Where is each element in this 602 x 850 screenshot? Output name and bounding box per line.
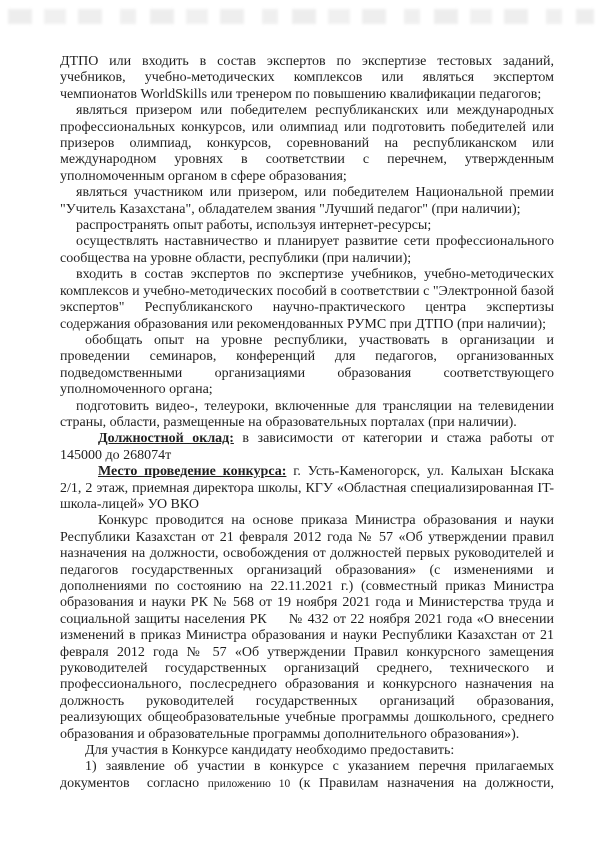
text-run: приложению 10	[207, 777, 291, 790]
heading-run: Должностной оклад:	[98, 431, 234, 447]
paragraph	[60, 218, 554, 234]
document-body	[60, 54, 554, 792]
text-run: Для участия в Конкурсе кандидату необходимо предоставить:	[85, 743, 455, 759]
paragraph	[60, 333, 554, 399]
text-run: входить в состав экспертов по экспертизе учебников, учебно-методических комплексов и учебно-методических пособий в соответствии с "Электронной базой экспертов" Республиканского научно-практического центра экспертизы содержания образования или рекомендованных РУМС при ДТПО (при наличии);	[60, 267, 554, 332]
text-run: обобщать опыт на уровне республики, участвовать в организации и проведении семинаров, конференций для педагогов, организованных подведомственными организациями образования соответствующего уполномоченного органа;	[60, 332, 554, 398]
text-run: распространять опыт работы, используя интернет-ресурсы;	[76, 218, 432, 234]
text-run: являться призером или победителем республиканских или международных профессиональных конкурсов, или олимпиад или подготовить победителей или призеров олимпиад, конкурсов, соревнований на республиканском или международном уровнях в соответствии с перечнем, утвержденным уполномоченным органом в сфере образования;	[60, 103, 554, 184]
heading-run: Место проведение конкурса:	[98, 464, 287, 480]
paragraph	[60, 513, 554, 743]
paragraph	[60, 234, 554, 267]
text-run: в зависимости от категории и стажа работы от 145000 до 268074т	[60, 431, 554, 463]
paragraph	[60, 743, 554, 759]
text-run: (к Правилам назначения на должности,	[290, 775, 554, 791]
text-run: осуществлять наставничество и планирует развитие сети профессионального сообщества на уровне области, республики (при наличии);	[60, 234, 554, 266]
page-bleed-artifact	[8, 9, 594, 24]
paragraph	[60, 54, 554, 103]
paragraph	[60, 431, 554, 464]
paragraph	[60, 267, 554, 333]
paragraph	[60, 464, 554, 513]
text-run: подготовить видео-, телеуроки, включенные для трансляции на телевидении страны, области, размещенные на образовательных порталах (при наличии).	[60, 398, 554, 430]
text-run: ДТПО или входить в состав экспертов по экспертизе тестовых заданий, учебников, учебно-методических комплексов или являться экспертом чемпионатов WorldSkills или тренером по повышению квалификации педагогов;	[60, 54, 554, 102]
text-run: 1) заявление об участии в конкурсе с указанием перечня прилагаемых документов согласно	[60, 759, 554, 791]
paragraph	[60, 103, 554, 185]
text-run: г. Усть-Каменогорск, ул. Калыхан Ыскака 2/1, 2 этаж, приемная директора школы, КГУ «Областная специализированная IT-школа-лицей» УО ВКО	[60, 464, 554, 512]
text-run: являться участником или призером, или победителем Национальной премии "Учитель Казахстана", обладателем звания "Лучший педагог" (при наличии);	[60, 185, 554, 217]
paragraph	[60, 399, 554, 432]
paragraph	[60, 185, 554, 218]
text-run: Конкурс проводится на основе приказа Министра образования и науки Республики Казахстан от 21 февраля 2012 года № 57 «Об утверждении правил назначения на должности, освобождения от должностей первых руководителей и педагогов государственных организаций образования» (с изменениями и дополнениями по состоянию на 22.11.2021 г.) (совместный приказ Министра образования и науки РК № 568 от 19 ноября 2021 года и Министерства труда и социальной защиты населения РК № 432 от 22 ноября 2021 года «О внесении изменений в приказ Министра образования и науки Республики Казахстан от 21 февраля 2012 года № 57 «Об утверждении Правил конкурсного замещения руководителей государственных организаций среднего, технического и профессионального, послесреднего образования и конкурсного назначения на должность руководителей государственных организаций образования, реализующих общеобразовательные учебные программы дошкольного, среднего образования и образовательные программы дополнительного образования»).	[60, 513, 554, 742]
paragraph	[60, 759, 554, 792]
